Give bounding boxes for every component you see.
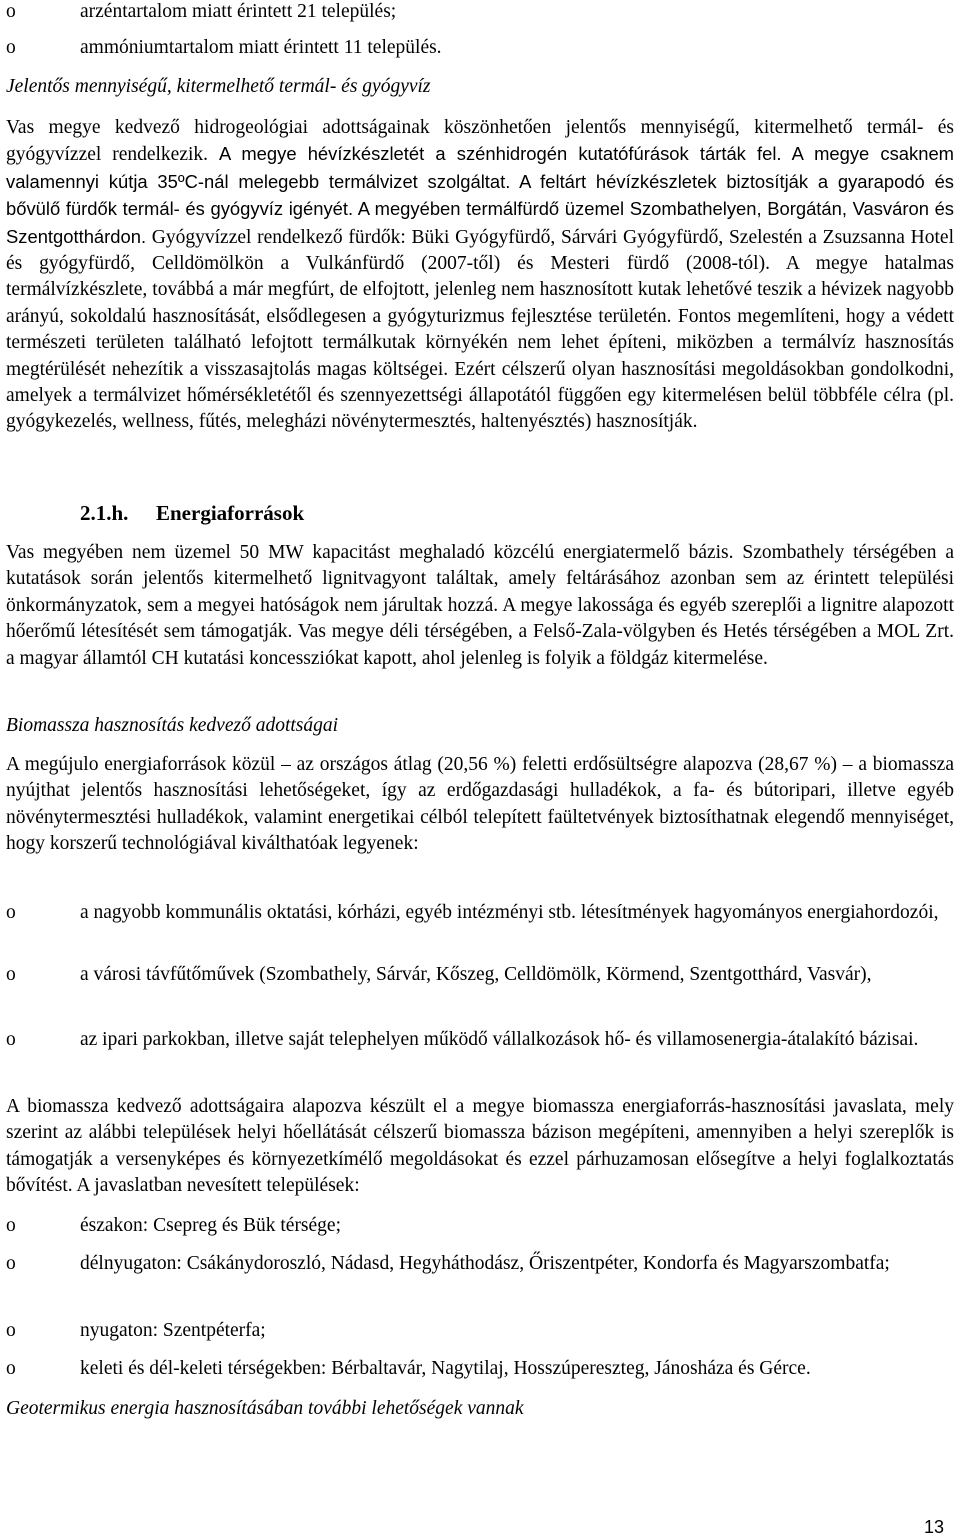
biomass-intro: A megújulo energiaforrások közül – az országos átlag (20,56 %) feletti erdősültségre alapozva (28,67 %) – a biomassza nyújthat jelentős hasznosítási lehetőségeket, így az erdőgazdasági hulladékok, a fa- és bútoripari, illetve egyéb növénytermesztési hulladékok, valamint energetikai célból telepített faültetvények biztosíthatnak elegendő mennyiséget, hogy korszerű technológiával kiválthatóak legyenek: [6,754,954,855]
energy-paragraph: Vas megyében nem üzemel 50 MW kapacitást meghaladó közcélú energiatermelő bázis. Szombathely térségében a kutatások során jelentős kitermelhető lignitvagyont találtak, amely feltárásához azonban sem az érintett települési önkormányzatok, sem a megyei hatóságok nem járultak hozzá. A megye lakossága és egyéb szereplői a lignitre alapozott hőerőmű létesítését sem támogatják. Vas megye déli térségében, a Felső-Zala-völgyben és Hetés térségében a MOL Zrt. a magyar államtól CH kutatási koncessziókat kapott, ahol jelenleg is folyik a földgáz kitermelése. [6,542,954,669]
bullet-marker: o [6,1215,16,1236]
list-item-text: északon: Csepreg és Bük térsége; [80,1215,342,1236]
thermal-sans-text: A megye hévízkészletét a szénhidrogén kutatófúrások tárták fel. A megye csaknem valamennyi kútja 35ºC-nál melegebb termálvizet szolgáltat. A feltárt hévízkészletek biztosítják a gyarapodó és bővülő fürdők termál- és gyógyvíz igényét. A megyében termálfürdő üzemel Szombathelyen, Borgátán, Vasváron és Szentgotthárdon. [6,143,955,247]
biomass-proposal: A biomassza kedvező adottságaira alapozva készült el a megye biomassza energiaforrás-hasznosítási javaslata, mely szerint az alábbi települések helyi hőellátását célszerű biomassza bázison megépíteni, amennyiben a helyi szereplők is támogatják a versenyképes és környezetkímélő megoldásokat és ezzel párhuzamosan elősegítve a helyi foglalkoztatás bővítést. A javaslatban nevesített települések: [6,1096,954,1197]
section-number: 2.1.h. [80,501,129,525]
thermal-intro: Vas megye kedvező hidrogeológiai adottságainak köszönhetően jelentős mennyiségű, kitermelhető termál- és gyógyvízzel rendelkezik. [6,117,954,166]
section-heading [80,500,304,526]
bullet-marker: o [6,37,16,58]
list-item-text: az ipari parkokban, illetve saját telephelyen működő vállalkozások hő- és villamosenergia-átalakító bázisai. [80,1029,919,1050]
bullet-marker: o [6,1029,16,1050]
list-item-text: a városi távfűtőművek (Szombathely, Sárvár, Kőszeg, Celldömölk, Körmend, Szentgotthárd, Vasvár), [80,964,872,985]
thermal-heading: Jelentős mennyiségű, kitermelhető termál- és gyógyvíz [6,76,431,97]
bullet-marker: o [6,964,16,985]
list-item-text: a nagyobb kommunális oktatási, kórházi, egyéb intézményi stb. létesítmények hagyományos energiahordozói, [80,902,939,923]
thermal-paragraph [6,115,954,436]
geothermal-heading: Geotermikus energia hasznosításában további lehetőségek vannak [6,1398,524,1419]
section-title: Energiaforrások [156,501,305,525]
bullet-marker: o [6,1,16,22]
thermal-rest: Gyógyvízzel rendelkező fürdők: Büki Gyógyfürdő, Sárvári Gyógyfürdő, Szelestén a Zsuzsanna Hotel és gyógyfürdő, Celldömölkön a Vulkánfürdő (2007-től) és Mesteri fürdő (2008-tól). A megye hatalmas termálvízkészlete, továbbá a már megfúrt, de elfojtott, jelenleg nem hasznosított kutak lehetővé teszik a hévizek nagyobb arányú, sokoldalú hasznosítását, elsődlegesen a gyógyturizmus fejlesztése területén. Fontos megemlíteni, hogy a védett természeti területen található lefojtott termálkutak környékén nem lehet építeni, miközben a termálvíz hasznosítás megtérülését nehezítik a visszasajtolás magas költségei. Ezért célszerű olyan hasznosítási megoldásokban gondolkodni, amelyek a termálvizet hőmérsékletétől és szennyezettségi állapotától függően egy kitermelésen belül többféle célra (pl. gyógykezelés, wellness, fűtés, melegházi növénytermesztés, haltenyésztés) hasznosítják. [6,226,954,433]
list-item-text: arzéntartalom miatt érintett 21 település; [80,1,397,22]
list-item-text: ammóniumtartalom miatt érintett 11 település. [80,37,442,58]
biomass-heading: Biomassza hasznosítás kedvező adottságai [6,715,339,736]
bullet-marker: o [6,1358,16,1379]
list-item-text: délnyugaton: Csákánydoroszló, Nádasd, Hegyháthodász, Őriszentpéter, Kondorfa és Magyarszombatfa; [80,1253,890,1274]
bullet-marker: o [6,1320,16,1341]
bullet-marker: o [6,1253,16,1274]
page-number: 13 [923,1517,944,1537]
list-item-text: nyugaton: Szentpéterfa; [80,1320,266,1341]
bullet-marker: o [6,902,16,923]
list-item-text: keleti és dél-keleti térségekben: Bérbaltavár, Nagytilaj, Hosszúpereszteg, Jánosháza és Gérce. [80,1358,811,1379]
